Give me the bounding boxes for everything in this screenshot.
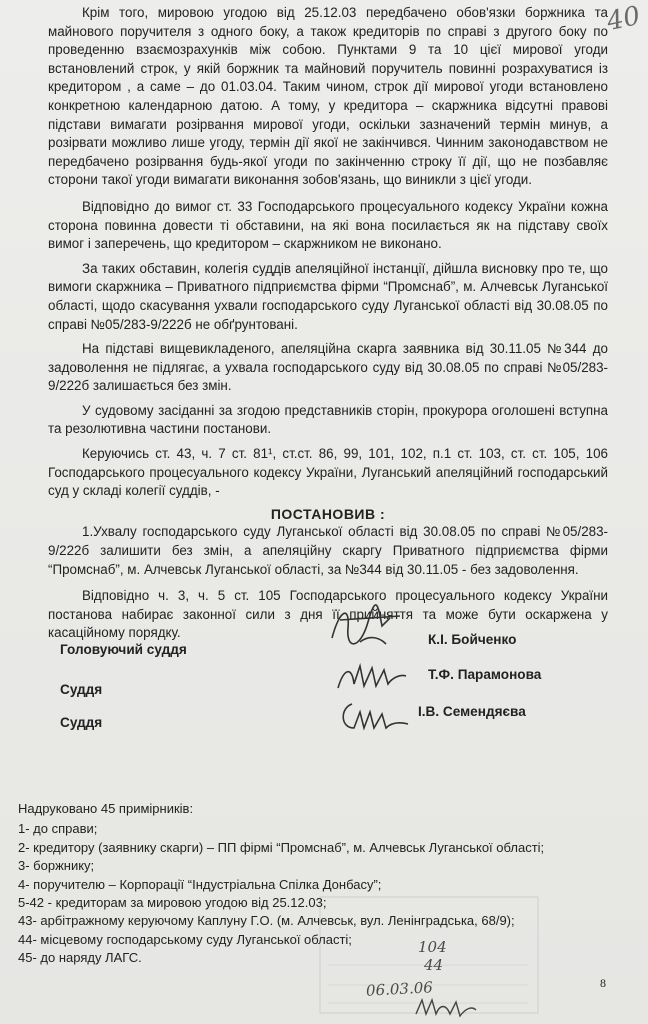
decision-heading: ПОСТАНОВИВ : xyxy=(270,505,386,522)
paragraph: Керуючись ст. 43, ч. 7 ст. 81¹, ст.ст. 86, 99, 101, 102, п.1 ст. 103, ст. ст. 105, 106 Господарського процесуального кодексу України, Луганський апеляційний господарський суд у складі колегії суддів, - xyxy=(48,446,608,499)
paragraph: У судовому засіданні за згодою представників сторін, прокурора оголошені вступна та резолютивна частини постанови. xyxy=(48,402,608,437)
list-item: 1- до справи; xyxy=(18,821,98,837)
paragraph: Крім того, мировою угодою від 25.12.03 передбачено обов'язки боржника та майнового поручителя з одного боку, а також кредиторів по справі з другого боку по проведенню взаємозрахунків між собою. Пунктами 9 та 10 цієї мирової угоди встановлений строк, у якій боржник та майновий поручитель повинні розрахуватися із кредитором , а саме – до 01.03.04. Таким чином, строк дії мирової угоди встановлено конкретною календарною датою. А тому, у кредитора – скаржника відсутні правові підстави вимагати розірвання мирової угоди, оскільки зазначений термін минув, а розірвати можливо лише угоду, термін дії якої не закінчився. Чинним законодавством не передбачено розірвання будь-якої угоди по закінченню строку її дії, що не позбавляє сторони такої угоди вимагати виконання зобов'язань, що виникли з цієї угоди. xyxy=(48,5,608,188)
signature-role: Суддя xyxy=(60,715,103,730)
paragraph: За таких обставин, колегія суддів апеляційної інстанції, дійшла висновку про те, що вимоги скаржника – Приватного підприємства фірми “Промснаб”, м. Алчевськ Луганської області, щодо скасування ухвали господарського суду Луганської області від 30.08.05 по справі №05/283-9/222б не обґрунтовані. xyxy=(48,260,608,332)
distribution-title: Надруковано 45 примірників: xyxy=(18,801,194,816)
signature-scribble-icon xyxy=(320,598,410,658)
handwritten-date: 06.03.06 xyxy=(365,978,434,1000)
list-item: 5-42 - кредиторам за мировою угодою від 25.12.03; xyxy=(18,895,327,911)
list-item: 3- боржнику; xyxy=(18,858,95,874)
paragraph: На підставі вищевикладеного, апеляційна скарга заявника від 30.11.05 №344 до задоволення не підлягає, а ухвала господарського суду від 30.08.05 по справі №05/283-9/222б залишається без змін. xyxy=(48,341,608,394)
signature-scribble-icon xyxy=(410,994,480,1022)
handwritten-number: 104 xyxy=(418,938,447,956)
list-item: 4- поручителю – Корпорації “Індустріальна Спілка Донбасу”; xyxy=(18,876,382,892)
signature-scribble-icon xyxy=(330,652,410,698)
signature-scribble-icon xyxy=(336,694,416,738)
resolution-paragraph: Відповідно ч. 3, ч. 5 ст. 105 Господарського процесуального кодексу України постанова набирає законної сили з дня її прийняття та може бути оскаржена у касаційному порядку. xyxy=(48,588,608,641)
page-number: 8 xyxy=(600,976,606,990)
signature-role: Головуючий суддя xyxy=(60,642,187,657)
list-item: 2- кредитору (заявнику скарги) – ПП фірмі “Промснаб”, м. Алчевськ Луганської області; xyxy=(18,839,545,855)
list-item: 44- місцевому господарському суду Луганської області; xyxy=(18,931,352,947)
signature-name: І.В. Семендяєва xyxy=(418,704,526,719)
handwritten-number: 44 xyxy=(424,956,444,974)
main-text xyxy=(48,4,608,643)
paragraph: Відповідно до вимог ст. 33 Господарського процесуального кодексу України кожна сторона повинна довести ті обставини, на які вона посилається як на підставу своїх вимог і заперечень, що кредитором – скаржником не виконано. xyxy=(48,198,608,252)
handwritten-corner-note: 40 xyxy=(604,0,643,38)
signature-role: Суддя xyxy=(60,682,103,697)
signature-name: Т.Ф. Парамонова xyxy=(428,667,542,682)
list-item: 45- до наряду ЛАГС. xyxy=(18,950,142,966)
signature-name: К.І. Бойченко xyxy=(428,632,517,647)
list-item: 43- арбітражному керуючому Каплуну Г.О. (м. Алчевськ, вул. Ленінградська, 68/9); xyxy=(18,913,515,929)
resolution-paragraph: 1.Ухвалу господарського суду Луганської області від 30.08.05 по справі №05/283-9/222б залишити без змін, а апеляційну скаргу Приватного підприємства фірми “Промснаб”, м. Алчевськ Луганської області, за №344 від 30.11.05 - без задоволення. xyxy=(48,524,608,577)
